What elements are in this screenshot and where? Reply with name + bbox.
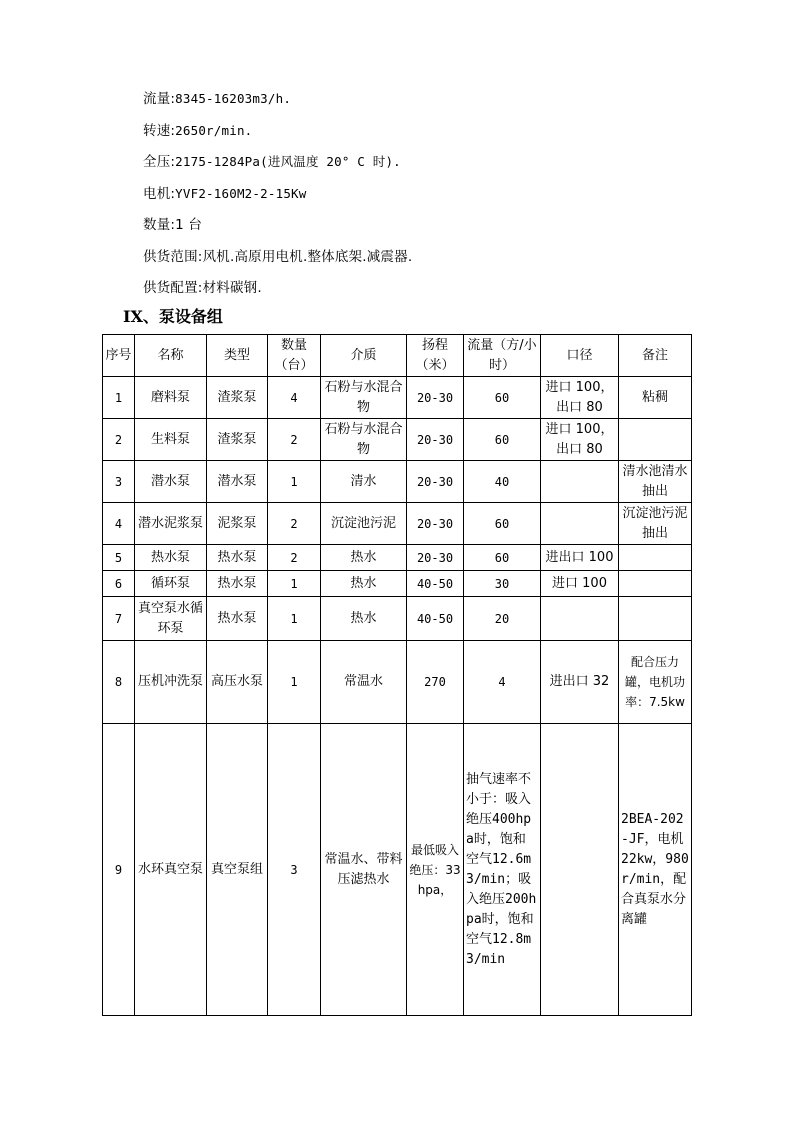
pump-equipment-table: [102, 334, 692, 1016]
cell-index: 1: [103, 377, 135, 419]
cell-head: 20-30: [407, 377, 464, 419]
cell-index: 3: [103, 461, 135, 503]
table-row: [103, 545, 692, 571]
spec-pressure: [143, 151, 412, 183]
cell-quantity: 2: [268, 545, 321, 571]
table-row: [103, 597, 692, 641]
cell-name: 生料泵: [135, 419, 207, 461]
cell-medium: 常温水: [321, 641, 407, 724]
spec-value: 2175-1284Pa(进风温度 20° C 时).: [175, 154, 401, 169]
header-cell: 序号: [103, 335, 135, 377]
cell-flow: 30: [464, 571, 541, 597]
cell-flow: 4: [464, 641, 541, 724]
cell-type: 真空泵组: [207, 724, 268, 1016]
spec-label: 数量:: [143, 217, 176, 233]
spec-value: 2650r/min.: [175, 122, 253, 138]
cell-type: 热水泵: [207, 545, 268, 571]
spec-value: 8345-16203m3/h.: [175, 91, 292, 106]
spec-config: [143, 277, 412, 309]
cell-head: 20-30: [407, 419, 464, 461]
spec-scope: [143, 246, 412, 278]
cell-head: 20-30: [407, 503, 464, 545]
cell-medium: 清水: [321, 461, 407, 503]
cell-remark: [619, 571, 692, 597]
cell-caliber: 进出口 32: [541, 641, 619, 724]
cell-name: 热水泵: [135, 545, 207, 571]
cell-quantity: 2: [268, 419, 321, 461]
spec-value: 材料碳钢.: [202, 280, 262, 296]
header-cell: 介质: [321, 335, 407, 377]
cell-type: 泥浆泵: [207, 503, 268, 545]
cell-flow: 60: [464, 419, 541, 461]
header-cell: 名称: [135, 335, 207, 377]
spec-motor: [143, 183, 412, 215]
cell-caliber: [541, 597, 619, 641]
cell-medium: 热水: [321, 571, 407, 597]
table-header-row: [103, 335, 692, 377]
cell-index: 7: [103, 597, 135, 641]
spec-label: 全压:: [143, 154, 176, 170]
section-title: IX、泵设备组: [123, 307, 223, 326]
cell-quantity: 1: [268, 597, 321, 641]
cell-medium: 热水: [321, 545, 407, 571]
cell-flow: 抽气速率不小于：吸入绝压400hpa时，饱和空气12.6m3/min；吸入绝压200hpa时，饱和空气12.8m3/min: [464, 724, 541, 1016]
cell-type: 热水泵: [207, 571, 268, 597]
cell-index: 2: [103, 419, 135, 461]
cell-quantity: 2: [268, 503, 321, 545]
table-row: [103, 503, 692, 545]
spec-label: 供货范围:: [143, 248, 203, 265]
table-row: [103, 641, 692, 724]
cell-medium: 石粉与水混合物: [321, 419, 407, 461]
table-row: [103, 461, 692, 503]
cell-caliber: 进出口 100: [541, 545, 619, 571]
table-row: [103, 419, 692, 461]
cell-remark: [619, 597, 692, 641]
cell-quantity: 1: [268, 571, 321, 597]
header-cell: 口径: [541, 335, 619, 377]
cell-name: 循环泵: [135, 571, 207, 597]
cell-medium: 热水: [321, 597, 407, 641]
header-cell: 流量（方/小时）: [464, 335, 541, 377]
cell-remark: [619, 545, 692, 571]
header-cell: 类型: [207, 335, 268, 377]
cell-name: 水环真空泵: [135, 724, 207, 1016]
header-cell: 备注: [619, 335, 692, 377]
cell-head: 20-30: [407, 545, 464, 571]
header-cell: 扬程（米）: [407, 335, 464, 377]
table-row: [103, 724, 692, 1016]
cell-quantity: 3: [268, 724, 321, 1016]
cell-caliber: [541, 461, 619, 503]
cell-head: 20-30: [407, 461, 464, 503]
cell-index: 8: [103, 641, 135, 724]
spec-label: 供货配置:: [143, 280, 203, 296]
spec-label: 电机:: [143, 185, 176, 202]
cell-medium: 石粉与水混合物: [321, 377, 407, 419]
spec-quantity: [143, 214, 412, 246]
cell-flow: 60: [464, 377, 541, 419]
cell-quantity: 1: [268, 461, 321, 503]
cell-type: 渣浆泵: [207, 377, 268, 419]
cell-caliber: 进口 100，出口 80: [541, 419, 619, 461]
cell-flow: 60: [464, 503, 541, 545]
spec-label: 转速:: [143, 122, 176, 139]
cell-medium: 沉淀池污泥: [321, 503, 407, 545]
cell-caliber: 进口 100: [541, 571, 619, 597]
cell-remark: 2BEA-202-JF，电机22kw，980r/min，配合真泵水分离罐: [619, 724, 692, 1016]
fan-specs: [143, 88, 412, 309]
cell-remark: 沉淀池污泥抽出: [619, 503, 692, 545]
cell-head: 40-50: [407, 571, 464, 597]
cell-remark: 粘稠: [619, 377, 692, 419]
cell-quantity: 4: [268, 377, 321, 419]
cell-type: 渣浆泵: [207, 419, 268, 461]
cell-name: 真空泵水循环泵: [135, 597, 207, 641]
cell-type: 热水泵: [207, 597, 268, 641]
cell-type: 高压水泵: [207, 641, 268, 724]
cell-flow: 60: [464, 545, 541, 571]
cell-name: 潜水泥浆泵: [135, 503, 207, 545]
header-cell: 数量（台）: [268, 335, 321, 377]
cell-index: 4: [103, 503, 135, 545]
spec-flow: [143, 88, 412, 120]
spec-speed: [143, 120, 412, 152]
cell-caliber: [541, 503, 619, 545]
cell-caliber: 进口 100，出口 80: [541, 377, 619, 419]
spec-value: 1 台: [175, 217, 203, 233]
cell-flow: 40: [464, 461, 541, 503]
cell-index: 5: [103, 545, 135, 571]
cell-name: 压机冲洗泵: [135, 641, 207, 724]
table-row: [103, 377, 692, 419]
spec-label: 流量:: [143, 91, 176, 107]
cell-type: 潜水泵: [207, 461, 268, 503]
cell-remark: 清水池清水抽出: [619, 461, 692, 503]
cell-head: 40-50: [407, 597, 464, 641]
cell-flow: 20: [464, 597, 541, 641]
cell-quantity: 1: [268, 641, 321, 724]
cell-remark: 配合压力罐，电机功率：7.5kw: [619, 641, 692, 724]
cell-head: 270: [407, 641, 464, 724]
cell-caliber: [541, 724, 619, 1016]
cell-index: 6: [103, 571, 135, 597]
cell-remark: [619, 419, 692, 461]
cell-name: 潜水泵: [135, 461, 207, 503]
cell-index: 9: [103, 724, 135, 1016]
cell-medium: 常温水、带料压滤热水: [321, 724, 407, 1016]
cell-name: 磨料泵: [135, 377, 207, 419]
table-row: [103, 571, 692, 597]
cell-head: 最低吸入绝压：33hpa，: [407, 724, 464, 1016]
spec-value: 风机.高原用电机.整体底架.减震器.: [202, 248, 413, 265]
spec-value: YVF2-160M2-2-15Kw: [175, 185, 307, 201]
